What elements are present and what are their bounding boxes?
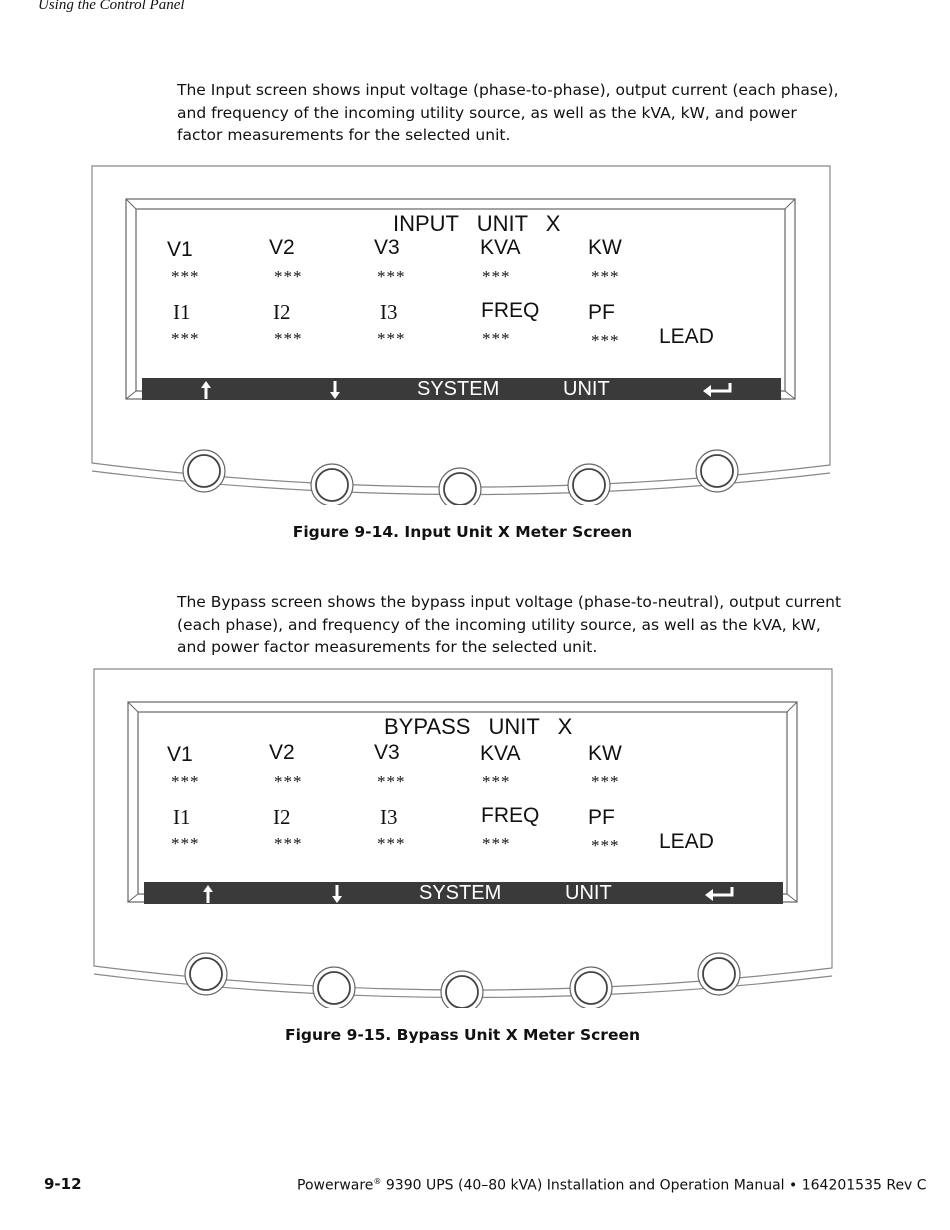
softkey-button-2[interactable]: [313, 967, 355, 1008]
label-kw: KW: [588, 742, 622, 765]
footer-title-text: 9390 UPS (40–80 kVA) Installation and Operation Manual • 164201535 Rev C: [385, 1177, 927, 1194]
value-freq: ***: [482, 834, 511, 853]
value-i1: ***: [171, 834, 200, 853]
value-kva: ***: [482, 772, 511, 791]
label-v3: V3: [374, 741, 400, 764]
value-i3: ***: [377, 834, 406, 853]
value-pf: ***: [591, 331, 620, 350]
value-i1: ***: [171, 329, 200, 348]
figure-caption-input: Figure 9-14. Input Unit X Meter Screen: [292, 523, 633, 541]
softkey-button-3[interactable]: [439, 468, 481, 505]
softkey-unit-label: UNIT: [565, 882, 612, 904]
softkey-button-5[interactable]: [698, 953, 740, 995]
value-v2: ***: [274, 267, 303, 286]
value-kva: ***: [482, 267, 511, 286]
value-v1: ***: [171, 772, 200, 791]
footer-manual-title: [297, 1177, 927, 1194]
input-screen-description: The Input screen shows input voltage (phase-to-phase), output current (each phase), and frequency of the incoming utility source, as well as the kVA, kW, and power factor measurements for the selected unit.: [177, 81, 839, 144]
value-i3: ***: [377, 329, 406, 348]
label-i2: I2: [273, 805, 291, 829]
registered-mark: ®: [373, 1177, 382, 1186]
label-kva: KVA: [480, 236, 521, 259]
label-kva: KVA: [480, 742, 521, 765]
softkey-system-label: SYSTEM: [417, 378, 500, 400]
value-i2: ***: [274, 329, 303, 348]
label-v1: V1: [167, 743, 193, 766]
label-pf: PF: [588, 301, 615, 324]
value-pf: ***: [591, 836, 620, 855]
label-freq: FREQ: [481, 299, 540, 322]
value-v3: ***: [377, 267, 406, 286]
screen-title: INPUT UNIT X: [393, 211, 561, 236]
page-number: 9-12: [44, 1175, 82, 1193]
label-i2: I2: [273, 300, 291, 324]
value-v3: ***: [377, 772, 406, 791]
pf-lead-indicator: LEAD: [659, 830, 714, 853]
softkey-button-1[interactable]: [183, 450, 225, 492]
softkey-button-1[interactable]: [185, 953, 227, 995]
label-i1: I1: [173, 805, 191, 829]
softkey-button-4[interactable]: [568, 464, 610, 505]
label-i3: I3: [380, 805, 398, 829]
softkey-system-label: SYSTEM: [419, 882, 502, 904]
bypass-screen-description: The Bypass screen shows the bypass input voltage (phase-to-neutral), output current (each phase), and frequency of the incoming utility source, as well as the kVA, kW, and power factor measurements for the selected unit.: [177, 593, 842, 656]
softkey-button-5[interactable]: [696, 450, 738, 492]
value-freq: ***: [482, 329, 511, 348]
value-i2: ***: [274, 834, 303, 853]
value-kw: ***: [591, 772, 620, 791]
label-v2: V2: [269, 236, 295, 259]
softkey-unit-label: UNIT: [563, 378, 610, 400]
label-i3: I3: [380, 300, 398, 324]
label-v2: V2: [269, 741, 295, 764]
running-head: Using the Control Panel: [38, 0, 185, 13]
label-i1: I1: [173, 300, 191, 324]
label-v3: V3: [374, 236, 400, 259]
softkey-button-3[interactable]: [441, 971, 483, 1008]
footer-brand: Powerware: [297, 1177, 374, 1194]
softkey-buttons: [90, 165, 835, 505]
softkey-button-4[interactable]: [570, 967, 612, 1008]
value-v1: ***: [171, 267, 200, 286]
label-kw: KW: [588, 236, 622, 259]
label-pf: PF: [588, 806, 615, 829]
value-v2: ***: [274, 772, 303, 791]
label-freq: FREQ: [481, 804, 540, 827]
softkey-buttons: [92, 668, 837, 1008]
softkey-button-2[interactable]: [311, 464, 353, 505]
figure-caption-bypass: Figure 9-15. Bypass Unit X Meter Screen: [284, 1026, 641, 1044]
screen-title: BYPASS UNIT X: [384, 714, 573, 739]
pf-lead-indicator: LEAD: [659, 325, 714, 348]
figure-input-meter-screen: [90, 165, 835, 505]
label-v1: V1: [167, 238, 193, 261]
value-kw: ***: [591, 267, 620, 286]
figure-bypass-meter-screen: [92, 668, 837, 1008]
